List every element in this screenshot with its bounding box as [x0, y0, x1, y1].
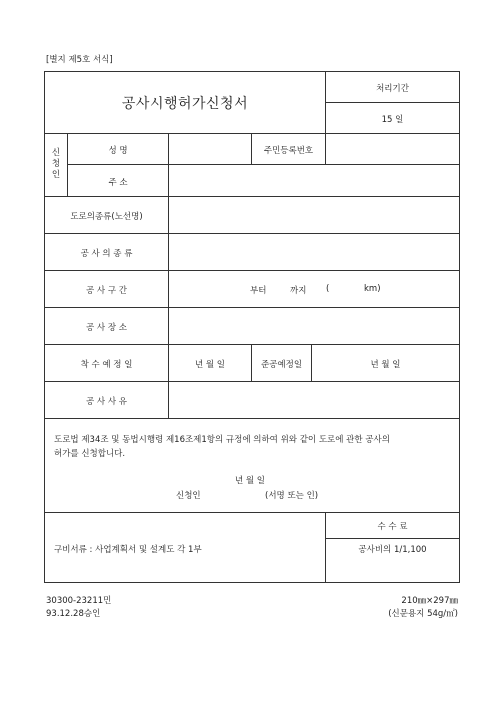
footer-paper-size: 210㎜×297㎜	[401, 596, 458, 606]
section-to: 까지	[290, 286, 307, 296]
signer-label: 신청인	[176, 491, 201, 501]
footer-paper-weight: (신문용지 54g/㎡)	[388, 609, 458, 619]
section-paren-open: (	[326, 284, 330, 294]
signature-note: (서명 또는 인)	[265, 491, 319, 501]
road-type-field[interactable]	[170, 198, 458, 231]
statement-line-2: 허가를 신청합니다.	[54, 449, 126, 459]
reason-label: 공 사 사 유	[86, 397, 127, 407]
name-field[interactable]	[170, 136, 249, 162]
start-date-value[interactable]: 년 월 일	[194, 360, 226, 370]
fee-label: 수 수 료	[377, 522, 408, 532]
address-field[interactable]	[170, 167, 458, 194]
section-from: 부터	[250, 286, 267, 296]
application-date: 년 월 일	[234, 476, 266, 486]
applicant-group-label: 신청인	[51, 148, 61, 180]
footer-form-number: 30300-23211민	[46, 596, 112, 606]
processing-period-label: 처리기간	[376, 84, 409, 94]
form-title: 공사시행허가신청서	[121, 96, 249, 112]
name-label: 성 명	[108, 146, 128, 156]
section-unit: km)	[364, 284, 381, 294]
completion-date-label: 준공예정일	[260, 360, 303, 370]
road-type-label: 도로의종류(노선명)	[70, 212, 143, 222]
start-date-label: 착 수 예 정 일	[80, 360, 133, 370]
rrn-label: 주민등록번호	[263, 146, 314, 156]
site-field[interactable]	[170, 309, 458, 342]
processing-period-value: 15 일	[381, 115, 404, 125]
completion-date-value[interactable]: 년 월 일	[370, 360, 401, 370]
section-label: 공 사 구 간	[86, 286, 127, 296]
reason-field[interactable]	[170, 383, 458, 416]
rrn-field[interactable]	[327, 136, 458, 162]
work-type-label: 공 사 의 종 류	[80, 249, 133, 259]
form-code: [별지 제5호 서식]	[46, 55, 113, 65]
work-type-field[interactable]	[170, 235, 458, 268]
fee-value: 공사비의 1/1,100	[358, 545, 427, 555]
address-label: 주 소	[108, 178, 128, 188]
site-label: 공 사 장 소	[86, 323, 127, 333]
footer-approval-date: 93.12.28승인	[46, 609, 101, 619]
required-documents: 구비서류 : 사업계획서 및 설계도 각 1부	[54, 545, 202, 555]
statement-line-1: 도로법 제34조 및 동법시행령 제16조제1항의 규정에 의하여 위와 같이 도로에 관한 공사의	[54, 435, 390, 445]
